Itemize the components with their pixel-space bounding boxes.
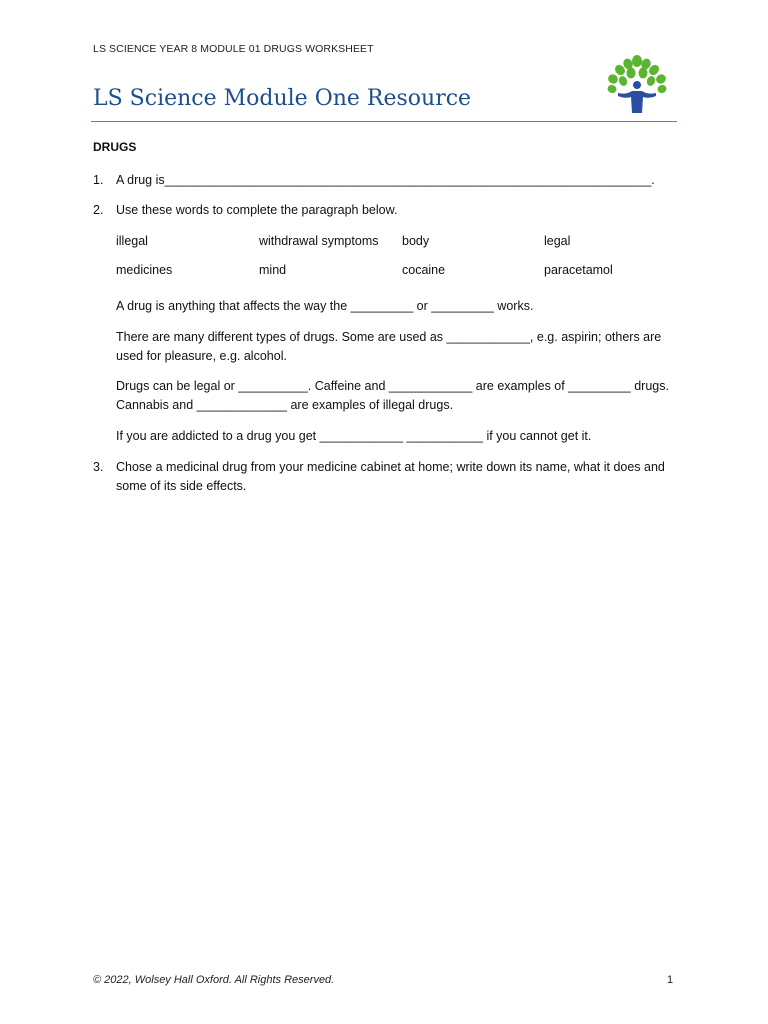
- question-number: 1.: [93, 173, 104, 187]
- question-number: 3.: [93, 460, 104, 474]
- tree-person-logo-icon: [604, 55, 670, 115]
- running-header: LS SCIENCE YEAR 8 MODULE 01 DRUGS WORKSHEET: [93, 43, 374, 55]
- question-text: Use these words to complete the paragraph below.: [116, 203, 398, 217]
- question-number: 2.: [93, 203, 104, 217]
- word-bank-item: legal: [544, 234, 571, 248]
- cloze-paragraph: Drugs can be legal or __________. Caffeine and ____________ are examples of _________ drugs. Cannabis and _____________ are examples of illegal drugs.: [116, 379, 669, 412]
- question-text: A drug is______________________________________________________________________.: [116, 173, 655, 187]
- word-bank-item: mind: [259, 263, 287, 277]
- copyright-footer: © 2022, Wolsey Hall Oxford. All Rights Reserved.: [93, 974, 335, 986]
- title-divider: [91, 121, 677, 122]
- section-heading: DRUGS: [93, 140, 137, 154]
- word-bank-item: paracetamol: [544, 263, 613, 277]
- document-title: LS Science Module One Resource: [93, 86, 472, 111]
- word-bank-item: medicines: [116, 263, 173, 277]
- word-bank-item: withdrawal symptoms: [259, 234, 379, 248]
- word-bank-item: illegal: [116, 234, 148, 248]
- page-number: 1: [667, 974, 674, 986]
- cloze-paragraph: If you are addicted to a drug you get ____________ ___________ if you cannot get it.: [116, 429, 592, 443]
- word-bank-item: cocaine: [402, 263, 446, 277]
- cloze-paragraph: There are many different types of drugs. Some are used as ____________, e.g. aspirin; others are used for pleasure, e.g. alcohol.: [116, 330, 662, 363]
- cloze-paragraph: A drug is anything that affects the way the _________ or _________ works.: [116, 299, 534, 313]
- question-text: Chose a medicinal drug from your medicine cabinet at home; write down its name, what it does and some of its side effects.: [116, 460, 665, 493]
- word-bank-item: body: [402, 234, 430, 248]
